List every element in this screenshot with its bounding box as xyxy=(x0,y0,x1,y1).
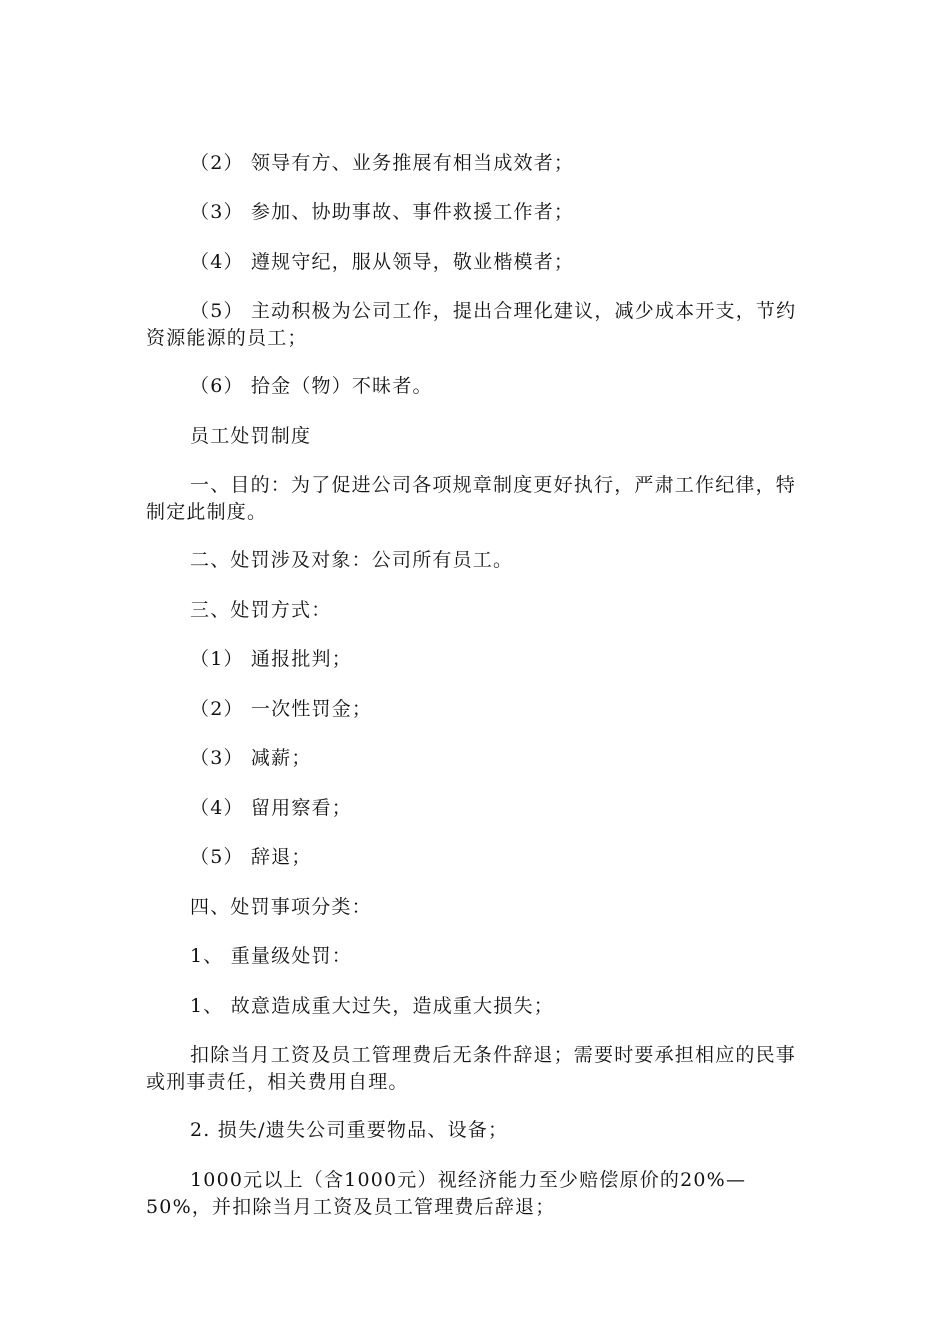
paragraph-item-2-detail: 1000元以上（含1000元）视经济能力至少赔偿原价的20%—50%，并扣除当月工资及员工管理费后辞退； xyxy=(146,1169,747,1218)
paragraph-method-5: （5） 辞退； xyxy=(190,846,312,868)
paragraph-methods-heading: 三、处罚方式： xyxy=(190,599,332,621)
paragraph-purpose: 一、目的：为了促进公司各项规章制度更好执行，严肃工作纪律，特制定此制度。 xyxy=(146,474,797,523)
paragraph-reward-6: （6） 拾金（物）不昧者。 xyxy=(190,375,433,397)
paragraph-reward-5: （5） 主动积极为公司工作，提出合理化建议，减少成本开支，节约资源能源的员工； xyxy=(146,300,797,349)
paragraph-scope: 二、处罚涉及对象：公司所有员工。 xyxy=(190,549,514,571)
section-heading: 员工处罚制度 xyxy=(190,425,312,447)
paragraph-method-4: （4） 留用察看； xyxy=(190,797,352,819)
paragraph-item-2: 2. 损失/遗失公司重要物品、设备； xyxy=(190,1119,509,1141)
paragraph-categories-heading: 四、处罚事项分类： xyxy=(190,896,372,918)
paragraph-method-2: （2） 一次性罚金； xyxy=(190,698,373,720)
paragraph-reward-4: （4） 遵规守纪，服从领导，敬业楷模者； xyxy=(190,251,575,273)
paragraph-reward-2: （2） 领导有方、业务推展有相当成效者； xyxy=(190,152,575,174)
paragraph-method-3: （3） 减薪； xyxy=(190,747,312,769)
paragraph-item-1: 1、 故意造成重大过失，造成重大损失； xyxy=(190,995,554,1017)
paragraph-heavy-penalty: 1、 重量级处罚： xyxy=(190,945,352,967)
paragraph-reward-3: （3） 参加、协助事故、事件救援工作者； xyxy=(190,201,575,223)
paragraph-item-1-detail: 扣除当月工资及员工管理费后无条件辞退；需要时要承担相应的民事或刑事责任，相关费用自理。 xyxy=(146,1044,797,1093)
paragraph-method-1: （1） 通报批判； xyxy=(190,648,352,670)
